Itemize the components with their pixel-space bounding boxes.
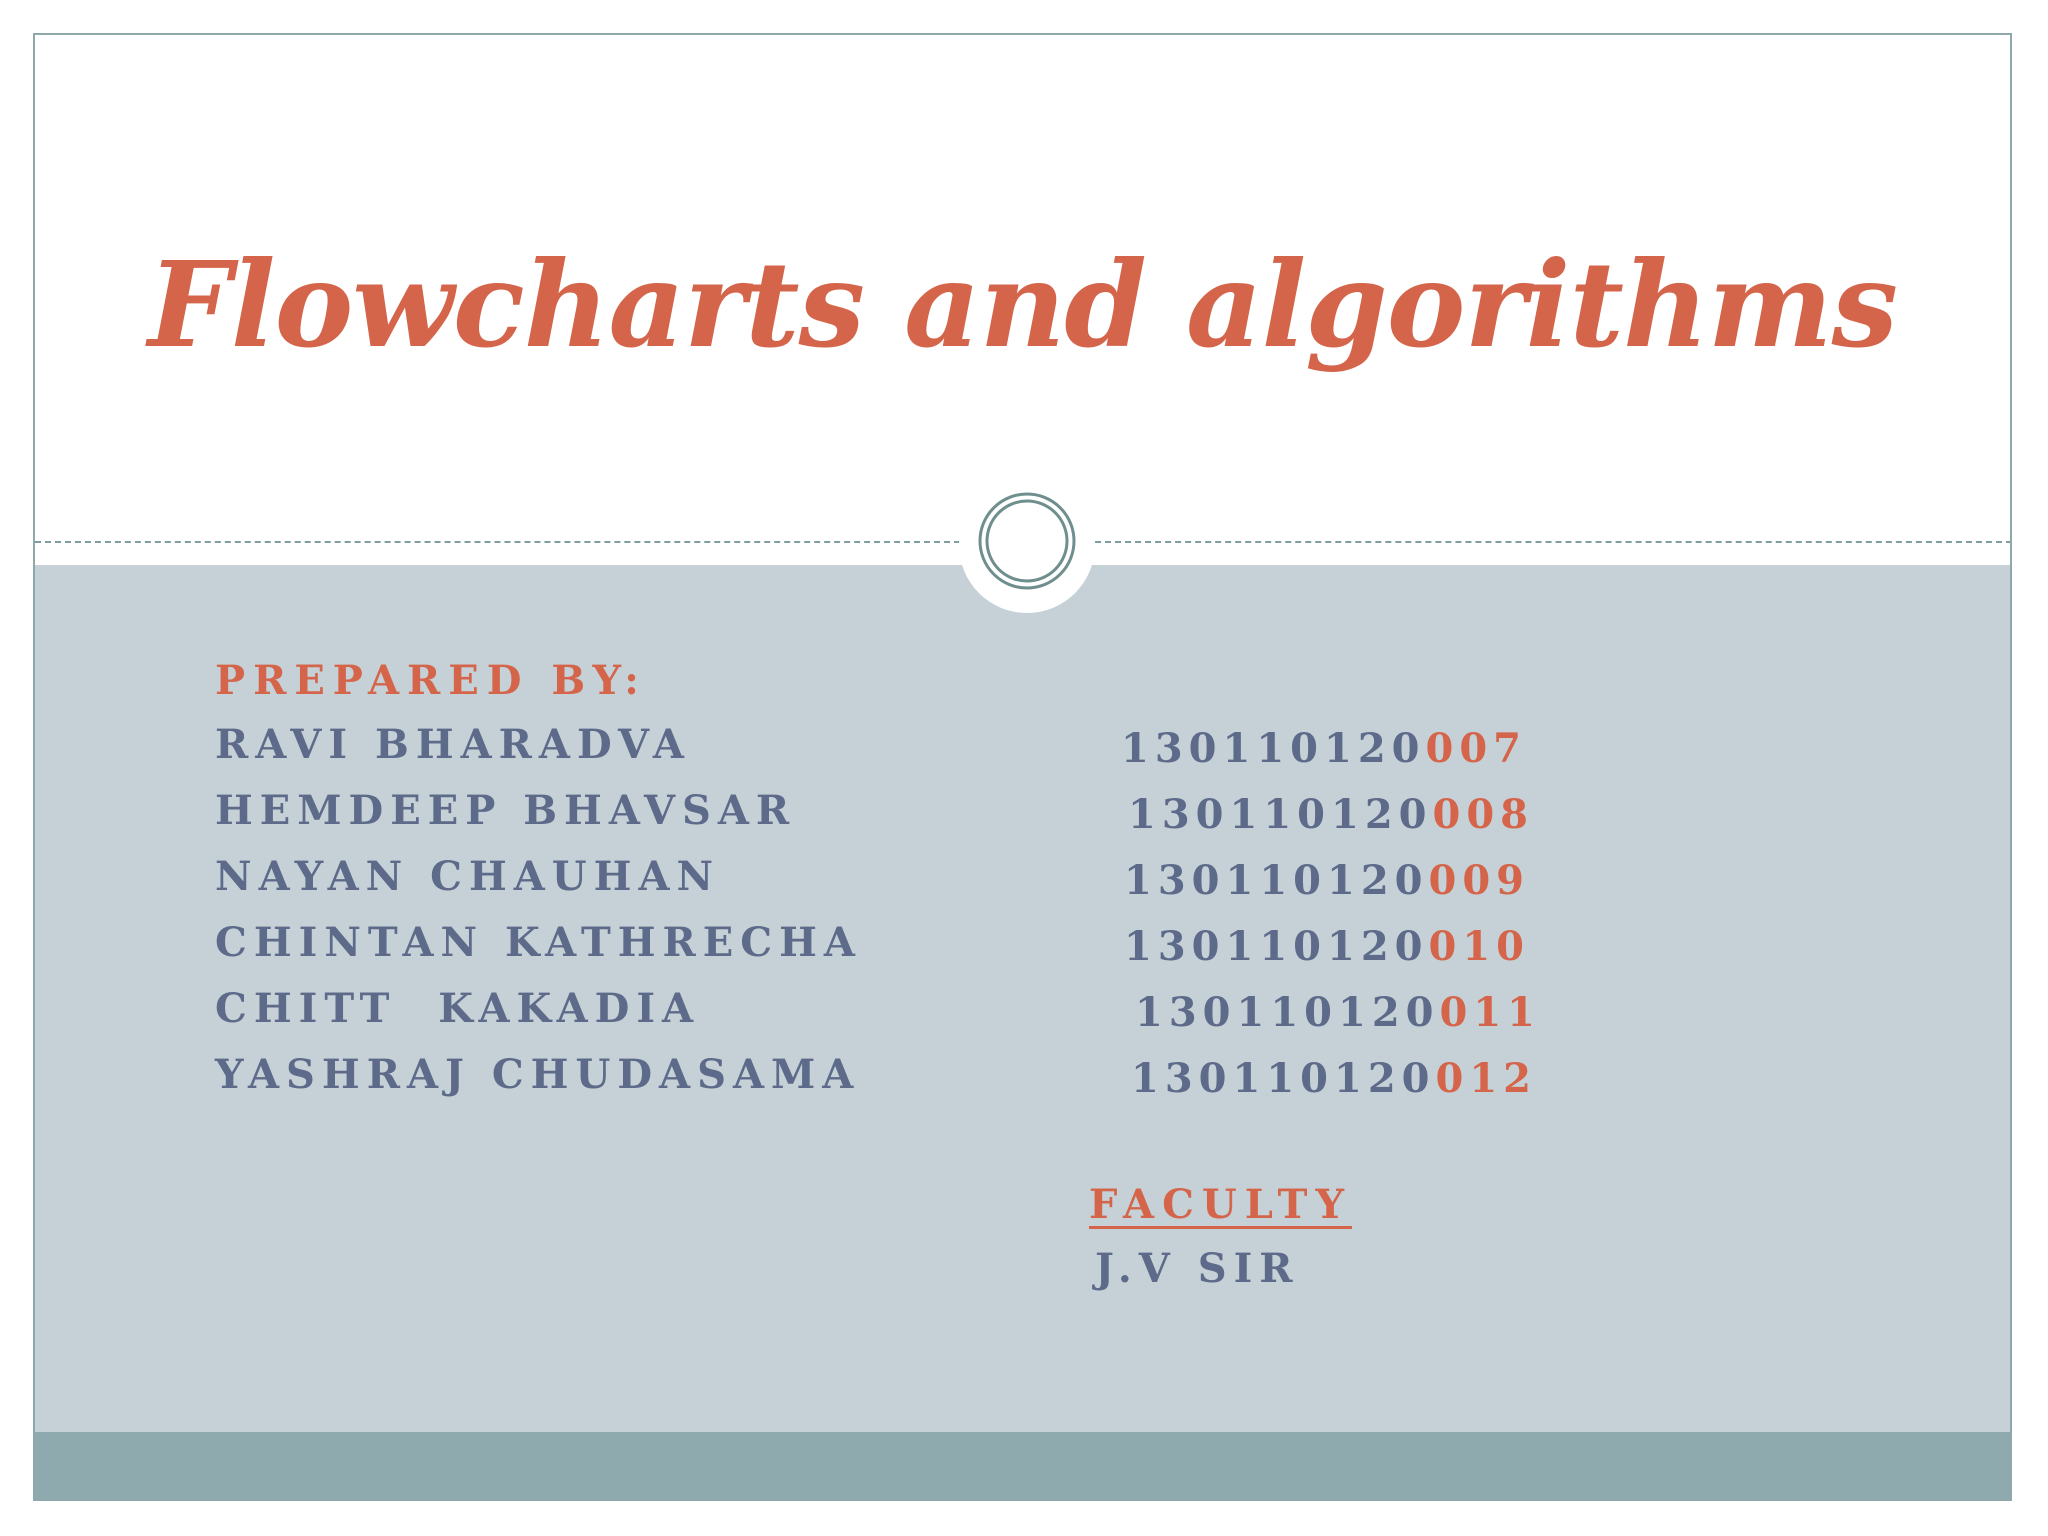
member-name: CHITT KAKADIA [215,985,701,1032]
prepared-by-label: PREPARED BY: [215,657,647,704]
member-id-prefix: 130110120 [1131,1055,1436,1102]
member-id [1124,923,1530,970]
member-id-suffix: 010 [1428,923,1530,970]
divider-left [35,541,960,543]
footer-band [35,1432,2010,1501]
member-id [1131,1055,1537,1102]
member-id-prefix: 130110120 [1121,725,1426,772]
member-name: CHINTAN KATHRECHA [215,919,862,966]
member-name: HEMDEEP BHAVSAR [215,787,797,834]
member-id [1135,989,1541,1036]
member-name: RAVI BHARADVA [215,721,691,768]
slide [33,33,2012,1501]
member-id-prefix: 130110120 [1124,857,1429,904]
member-id-suffix: 012 [1435,1055,1537,1102]
member-id [1121,725,1527,772]
member-id-prefix: 130110120 [1135,989,1440,1036]
circle-emblem-icon [977,491,1077,591]
member-id-suffix: 007 [1425,725,1527,772]
member-name: NAYAN CHAUHAN [215,853,721,900]
member-id-prefix: 130110120 [1128,791,1433,838]
divider-right [1095,541,2012,543]
member-name: YASHRAJ CHUDASAMA [215,1051,861,1098]
member-id-suffix: 008 [1432,791,1534,838]
faculty-name: J.V SIR [1095,1245,1300,1292]
member-id [1124,857,1530,904]
faculty-label: FACULTY [1089,1181,1352,1228]
member-id-prefix: 130110120 [1124,923,1429,970]
slide-title: Flowcharts and algorithms [148,235,1898,374]
member-id-suffix: 011 [1439,989,1541,1036]
member-id-suffix: 009 [1428,857,1530,904]
member-id [1128,791,1534,838]
